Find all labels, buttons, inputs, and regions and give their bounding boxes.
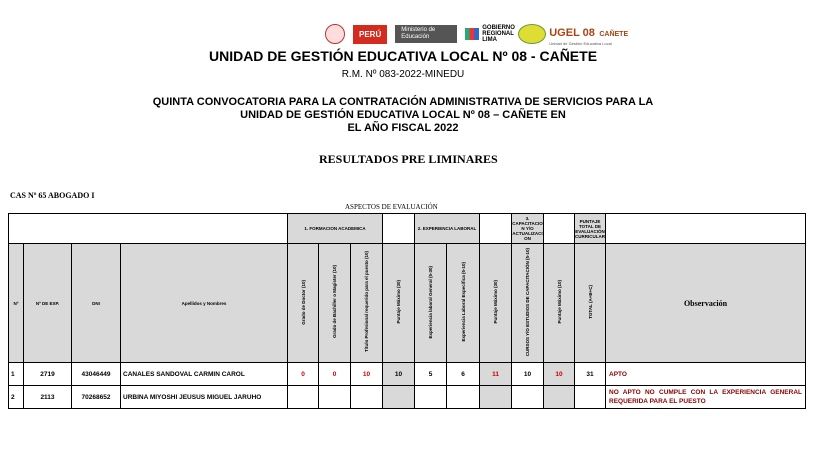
cell-score (512, 386, 544, 409)
col-exp-general: Experiencia laboral General (5-30) (428, 265, 433, 339)
peru-seal-icon (325, 24, 345, 44)
peru-logo: PERÚ (353, 25, 387, 44)
col-name: Apellidos y Nombres (121, 244, 288, 363)
cell-n: 1 (9, 363, 24, 386)
cell-total (575, 386, 606, 409)
group-experiencia: 2. EXPERIENCIA LABORAL (415, 214, 480, 244)
cell-score (319, 386, 351, 409)
cell-score: 6 (447, 363, 480, 386)
convocatoria: QUINTA CONVOCATORIA PARA LA CONTRATACIÓN ADMINISTRATIVA DE SERVICIOS PARA LA UNIDAD DE GESTIÓN EDUCATIVA LOCAL Nº 08 – CAÑETE EN EL AÑO FISCAL 2022 (152, 96, 654, 134)
cell-score: 10 (512, 363, 544, 386)
group-formacion: 1. FORMACION ACADEMICA (288, 214, 383, 244)
logos (325, 22, 628, 46)
results-title: RESULTADOS PRE LIMINARES (319, 152, 498, 166)
col-exp-especifica: Experiencia Laboral Específica (6-10) (460, 262, 466, 342)
cell-score (383, 386, 415, 409)
table-row (9, 363, 806, 386)
cell-dni: 43046449 (72, 363, 121, 386)
results-table (8, 213, 806, 409)
cell-score: 11 (480, 363, 512, 386)
gobierno-lima-logo: GOBIERNO REGIONAL LIMA (465, 25, 510, 43)
col-doctor: Grado de Doctor (10) (300, 279, 306, 325)
group-total: PUNTAJE TOTAL DE EVALUACIÓN CURRICULAR (575, 214, 606, 244)
col-bachiller: Grado de Bachiller o Magister (10) (332, 265, 337, 339)
ugel-logo: UGEL 08 CAÑETE Unidad de Gestión Educativa Local (518, 23, 628, 46)
aspects-label: ASPECTOS DE EVALUACIÓN (345, 203, 438, 211)
cell-score (544, 386, 575, 409)
col-n: Nº (9, 244, 24, 363)
minedu-logo: Ministerio de Educación (395, 25, 457, 43)
cell-score (415, 386, 447, 409)
cell-score (351, 386, 383, 409)
cell-observacion: APTO (606, 363, 806, 386)
cell-observacion: NO APTO NO CUMPLE CON LA EXPERIENCIA GENERAL REQUERIDA PARA EL PUESTO (606, 386, 806, 409)
table-row (9, 386, 806, 409)
col-titulo: Título Profesional requerido para el puesto (10) (364, 251, 369, 353)
cell-score (447, 386, 480, 409)
cell-total: 31 (575, 363, 606, 386)
col-exp: Nº DE EXP. (24, 244, 72, 363)
cell-exp: 2113 (24, 386, 72, 409)
cell-name: URBINA MIYOSHI JEUSUS MIGUEL JARUHO (121, 386, 288, 409)
col-max-c: Puntaje Máximo (10) (556, 280, 562, 324)
cell-score: 10 (351, 363, 383, 386)
cell-n: 2 (9, 386, 24, 409)
group-capacitacion: 3. CAPACITACIO N Y/O ACTUALIZACI ON (512, 214, 544, 244)
cell-score: 0 (319, 363, 351, 386)
cell-score: 0 (288, 363, 319, 386)
resolution: R.M. Nº 083-2022-MINEDU (341, 69, 465, 80)
col-cursos: CURSOS Y/O ESTUDIOS DE CAPACITACIÓN (5-10) (525, 247, 530, 357)
cell-score (480, 386, 512, 409)
cas-label: CAS Nº 65 ABOGADO I (10, 191, 95, 200)
col-dni: DNI (72, 244, 121, 363)
cell-score (288, 386, 319, 409)
col-max-a: Puntaje Máximo (30) (396, 280, 401, 324)
cell-exp: 2719 (24, 363, 72, 386)
cell-score: 5 (415, 363, 447, 386)
page-title: UNIDAD DE GESTIÓN EDUCATIVA LOCAL Nº 08 - CAÑETE (208, 48, 598, 64)
col-max-b: Puntaje Máximo (30) (493, 280, 498, 324)
cell-name: CANALES SANDOVAL CARMIN CAROL (121, 363, 288, 386)
cell-score: 10 (544, 363, 575, 386)
col-observacion: Observación (606, 244, 806, 363)
cell-dni: 70268652 (72, 386, 121, 409)
col-total: TOTAL (A+B+C) (587, 285, 593, 319)
cell-score: 10 (383, 363, 415, 386)
